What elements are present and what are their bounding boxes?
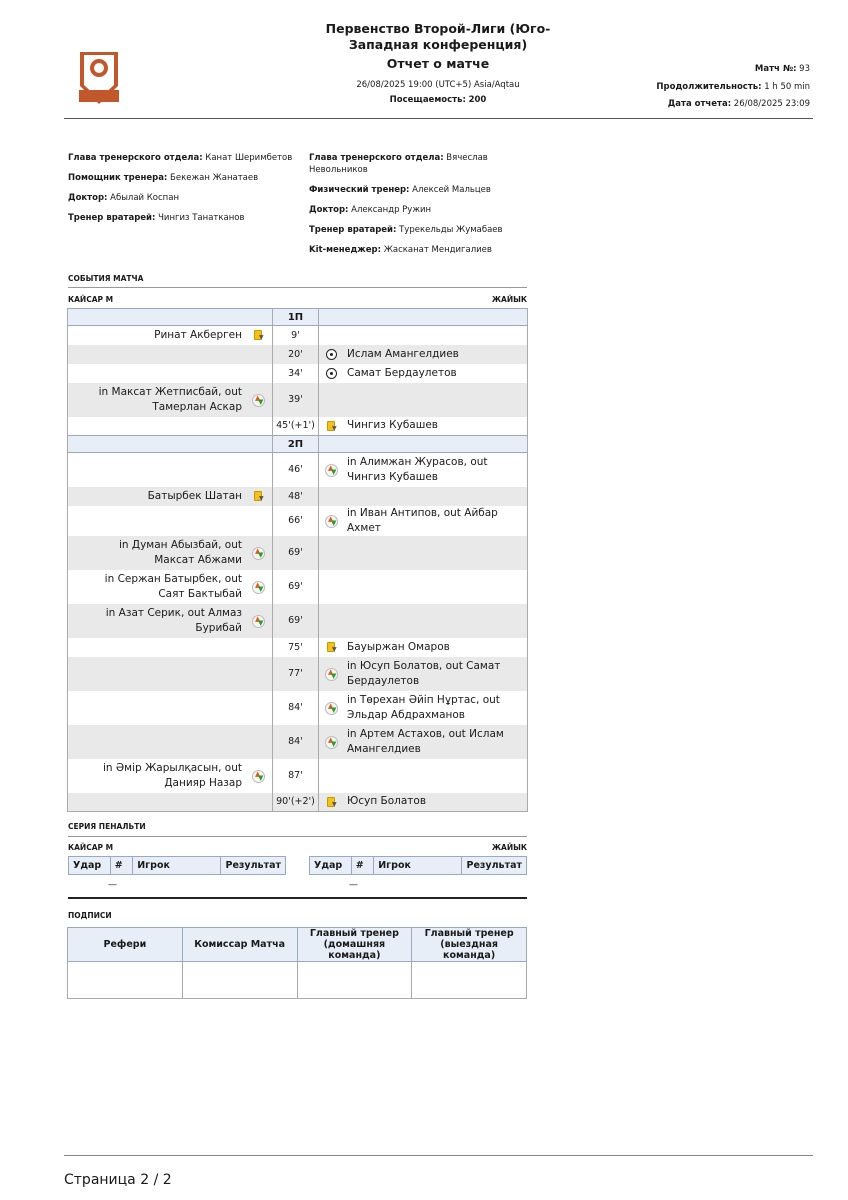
home-event-cell: [68, 570, 273, 604]
home-event-cell: [68, 759, 273, 793]
event-minute: 46': [273, 453, 319, 487]
staff-role: Глава тренерского отдела:: [309, 153, 444, 163]
sig-commissioner-header: Комиссар Матча: [182, 928, 297, 962]
yellow-card-icon: ▼: [252, 490, 264, 502]
away-event-cell: [319, 759, 528, 793]
staff-entry: [309, 244, 524, 256]
match-number-label: Матч №:: [754, 64, 797, 74]
substitution-icon: ▲ ▼: [252, 581, 264, 593]
report-date: [668, 99, 810, 109]
home-penalty-empty: —: [108, 880, 117, 890]
home-event-cell: [68, 345, 273, 364]
col-player: Игрок: [374, 857, 462, 875]
away-event-cell: [319, 638, 528, 657]
event-minute: 9': [273, 326, 319, 345]
staff-entry: [68, 152, 292, 164]
event-text: Чингиз Кубашев: [347, 419, 438, 432]
event-text: Самат Бердаулетов: [347, 366, 457, 379]
away-event-cell: [319, 604, 528, 638]
home-staff: [68, 152, 292, 224]
duration-value: 1 h 50 min: [764, 82, 810, 92]
section-divider: [68, 287, 527, 288]
event-row: [68, 570, 528, 604]
staff-role: Тренер вратарей:: [309, 225, 397, 235]
match-datetime: 26/08/2025 19:00 (UTC+5) Asia/Aqtau: [356, 80, 520, 90]
report-subtitle: Отчет о матче: [386, 56, 490, 71]
sig-away-coach-cell[interactable]: [412, 962, 527, 999]
goal-icon: [325, 348, 337, 360]
home-event-cell: [68, 725, 273, 759]
event-text: in Юсуп Болатов, out Самат Бердаулетов: [347, 659, 501, 687]
page-title: Первенство Второй-Лиги (Юго-Западная конференция): [325, 21, 551, 52]
home-event-cell: [68, 487, 273, 506]
half-label: 1П: [273, 309, 319, 326]
home-event-cell: [68, 383, 273, 417]
staff-role: Доктор:: [68, 193, 108, 203]
half-header-row: [68, 309, 528, 326]
staff-entry: [68, 172, 292, 184]
home-event-cell: [68, 364, 273, 383]
duration-label: Продолжительность:: [656, 82, 762, 92]
event-row: [68, 417, 528, 436]
half-cell: [319, 309, 528, 326]
home-event-cell: [68, 793, 273, 812]
staff-name: Жасканат Мендигалиев: [383, 245, 492, 255]
half-label: 2П: [273, 436, 319, 453]
event-text: Ислам Амангелдиев: [347, 347, 459, 360]
penalties-section-title: СЕРИЯ ПЕНАЛЬТИ: [68, 822, 146, 831]
event-minute: 84': [273, 691, 319, 725]
staff-role: Глава тренерского отдела:: [68, 153, 203, 163]
signatures-section-title: ПОДПИСИ: [68, 911, 112, 920]
event-text: Бауыржан Омаров: [347, 640, 450, 653]
event-minute: 45'(+1'): [273, 417, 319, 436]
events-section-title: СОБЫТИЯ МАТЧА: [68, 274, 144, 283]
staff-name: Бекежан Жанатаев: [170, 173, 259, 183]
event-minute: 39': [273, 383, 319, 417]
staff-entry: [309, 184, 524, 196]
substitution-icon: ▲ ▼: [325, 464, 337, 476]
event-row: [68, 536, 528, 570]
report-date-value: 26/08/2025 23:09: [733, 99, 810, 109]
league-logo: [76, 50, 122, 106]
event-minute: 69': [273, 604, 319, 638]
event-minute: 77': [273, 657, 319, 691]
home-event-cell: [68, 691, 273, 725]
pen-home-team: КАЙСАР М: [68, 843, 114, 852]
col-shot: Удар: [69, 857, 111, 875]
col-player: Игрок: [133, 857, 221, 875]
event-text: Батырбек Шатан: [147, 489, 242, 502]
pen-away-team: ЖАЙЫК: [491, 843, 527, 852]
match-number: [755, 64, 810, 74]
event-row: [68, 691, 528, 725]
event-minute: 87': [273, 759, 319, 793]
staff-name: Александр Ружин: [351, 205, 432, 215]
staff-role: Помощник тренера:: [68, 173, 168, 183]
sig-away-coach-header: Главный тренер (выездная команда): [412, 928, 527, 962]
attendance-value: 200: [468, 95, 487, 105]
event-minute: 66': [273, 506, 319, 536]
home-event-cell: [68, 638, 273, 657]
event-text: Ринат Акберген: [154, 328, 242, 341]
sig-commissioner-cell[interactable]: [182, 962, 297, 999]
event-row: [68, 364, 528, 383]
home-event-cell: [68, 417, 273, 436]
away-penalty-table: [309, 856, 527, 875]
event-text: in Азат Серик, out Алмаз Бурибай: [105, 606, 242, 634]
col-result: Результат: [462, 857, 527, 875]
event-row: [68, 604, 528, 638]
yellow-card-icon: ▼: [325, 796, 337, 808]
event-minute: 69': [273, 570, 319, 604]
away-event-cell: [319, 793, 528, 812]
event-row: [68, 759, 528, 793]
event-row: [68, 725, 528, 759]
col-shot: Удар: [310, 857, 352, 875]
event-minute: 90'(+2'): [273, 793, 319, 812]
event-row: [68, 657, 528, 691]
away-penalty-empty: —: [349, 880, 358, 890]
staff-name: Канат Шеримбетов: [205, 153, 293, 163]
away-event-cell: [319, 345, 528, 364]
event-minute: 48': [273, 487, 319, 506]
sig-home-coach-cell[interactable]: [297, 962, 412, 999]
event-row: [68, 638, 528, 657]
yellow-card-icon: ▼: [252, 329, 264, 341]
col-number: #: [351, 857, 373, 875]
col-number: #: [110, 857, 132, 875]
staff-role: Доктор:: [309, 205, 349, 215]
event-text: in Артем Астахов, out Ислам Амангелдиев: [347, 727, 504, 755]
staff-name: Вячеслав Невольников: [309, 153, 488, 175]
event-text: in Алимжан Журасов, out Чингиз Кубашев: [347, 455, 488, 483]
goal-icon: [325, 367, 337, 379]
substitution-icon: ▲ ▼: [325, 736, 337, 748]
col-result: Результат: [221, 857, 286, 875]
home-event-cell: [68, 326, 273, 345]
staff-entry: [68, 192, 292, 204]
home-team-name: КАЙСАР М: [68, 295, 114, 304]
event-text: in Думан Абызбай, out Максат Абжами: [118, 538, 242, 566]
home-event-cell: [68, 506, 273, 536]
match-number-value: 93: [799, 64, 810, 74]
event-row: [68, 345, 528, 364]
staff-role: Kit-менеджер:: [309, 245, 382, 255]
away-staff: [309, 152, 524, 256]
half-header-row: [68, 436, 528, 453]
home-event-cell: [68, 657, 273, 691]
staff-entry: [309, 224, 524, 236]
attendance: [300, 95, 576, 105]
event-row: [68, 487, 528, 506]
home-event-cell: [68, 536, 273, 570]
substitution-icon: ▲ ▼: [252, 547, 264, 559]
section-divider: [68, 836, 527, 837]
yellow-card-icon: ▼: [325, 641, 337, 653]
away-event-cell: [319, 657, 528, 691]
away-event-cell: [319, 536, 528, 570]
away-event-cell: [319, 487, 528, 506]
staff-name: Алексей Мальцев: [412, 185, 491, 195]
event-text: Юсуп Болатов: [347, 795, 427, 808]
away-event-cell: [319, 725, 528, 759]
away-event-cell: [319, 326, 528, 345]
page-number: Страница 2 / 2: [64, 1172, 172, 1188]
penalty-divider: [68, 897, 527, 899]
staff-role: Тренер вратарей:: [68, 213, 156, 223]
event-row: [68, 383, 528, 417]
event-text: in Иван Антипов, out Айбар Ахмет: [347, 506, 498, 534]
half-cell: [68, 436, 273, 453]
substitution-icon: ▲ ▼: [252, 394, 264, 406]
staff-role: Физический тренер:: [309, 185, 410, 195]
staff-entry: [309, 152, 524, 176]
away-event-cell: [319, 691, 528, 725]
staff-name: Чингиз Танатканов: [158, 213, 245, 223]
substitution-icon: ▲ ▼: [325, 702, 337, 714]
event-minute: 34': [273, 364, 319, 383]
attendance-label: Посещаемость:: [389, 95, 466, 105]
event-minute: 69': [273, 536, 319, 570]
yellow-card-icon: ▼: [325, 420, 337, 432]
event-text: in Сержан Батырбек, out Саят Бактыбай: [104, 572, 242, 600]
substitution-icon: ▲ ▼: [325, 515, 337, 527]
away-event-cell: [319, 570, 528, 604]
home-event-cell: [68, 453, 273, 487]
event-minute: 84': [273, 725, 319, 759]
event-row: [68, 793, 528, 812]
away-event-cell: [319, 417, 528, 436]
event-row: [68, 506, 528, 536]
report-date-label: Дата отчета:: [667, 99, 732, 109]
event-minute: 20': [273, 345, 319, 364]
signatures-table: [67, 927, 527, 999]
event-text: in Максат Жетписбай, out Тамерлан Аскар: [98, 385, 242, 413]
staff-name: Абылай Коспан: [110, 193, 180, 203]
staff-entry: [68, 212, 292, 224]
home-penalty-table: [68, 856, 286, 875]
event-minute: 75': [273, 638, 319, 657]
away-event-cell: [319, 506, 528, 536]
event-row: [68, 453, 528, 487]
footer-divider: [64, 1155, 813, 1156]
staff-entry: [309, 204, 524, 216]
sig-referee-cell[interactable]: [68, 962, 183, 999]
substitution-icon: ▲ ▼: [252, 770, 264, 782]
half-cell: [319, 436, 528, 453]
substitution-icon: ▲ ▼: [325, 668, 337, 680]
event-text: in Төрехан Әйіп Нұртас, out Эльдар Абдрахманов: [347, 693, 500, 721]
half-cell: [68, 309, 273, 326]
away-event-cell: [319, 364, 528, 383]
match-events-table: [67, 308, 528, 812]
away-event-cell: [319, 383, 528, 417]
away-team-name: ЖАЙЫК: [491, 295, 527, 304]
header-divider: [64, 118, 813, 119]
staff-name: Турекельды Жумабаев: [399, 225, 503, 235]
substitution-icon: ▲ ▼: [252, 615, 264, 627]
event-text: in Әмір Жарылқасын, out Данияр Назар: [102, 761, 242, 789]
match-duration: [656, 82, 810, 92]
sig-home-coach-header: Главный тренер (домашняя команда): [297, 928, 412, 962]
event-row: [68, 326, 528, 345]
sig-referee-header: Рефери: [68, 928, 183, 962]
away-event-cell: [319, 453, 528, 487]
home-event-cell: [68, 604, 273, 638]
